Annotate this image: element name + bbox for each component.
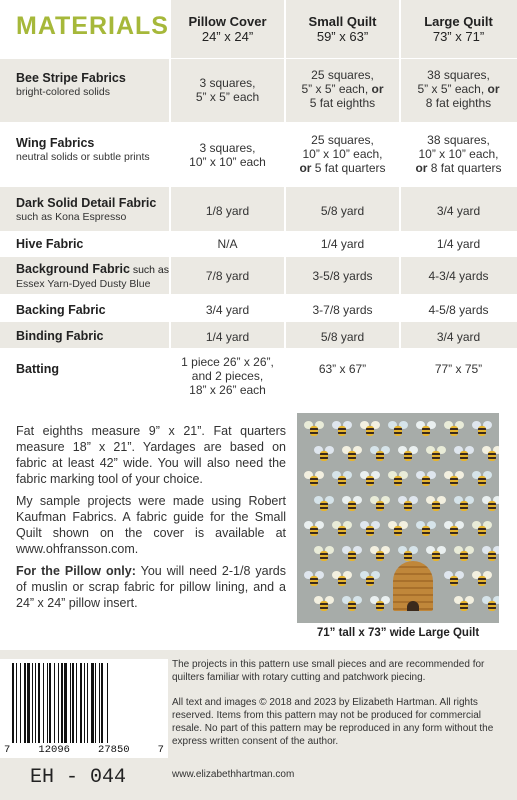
barcode-bar [72, 663, 74, 743]
hive-door [407, 601, 419, 611]
barcode-bar [91, 663, 94, 743]
bee-block [317, 600, 331, 610]
barcode-bar [61, 663, 63, 743]
bee-block [307, 525, 321, 535]
bee-block [429, 550, 443, 560]
bee-block [429, 450, 443, 460]
beehive-block [393, 561, 433, 611]
table-row-label: Binding Fabric [16, 329, 104, 343]
bee-block [373, 600, 387, 610]
barcode-bar [70, 663, 71, 743]
bee-block [447, 575, 461, 585]
footer-website[interactable]: www.elizabethhartman.com [172, 769, 295, 780]
bee-block [307, 475, 321, 485]
bee-block [485, 500, 499, 510]
fat-quarter-note: Fat eighths measure 9” x 21”. Fat quarters measure 18” x 21”. Yardages are based on fabric at least 42” wide. You will also need the fabric marking tool of your choice. [16, 424, 286, 486]
bee-block [391, 425, 405, 435]
bee-block [317, 450, 331, 460]
bee-block [429, 500, 443, 510]
column-header-small [285, 0, 400, 58]
bee-block [401, 550, 415, 560]
quilt-caption: 71” tall x 73” wide Large Quilt [316, 627, 480, 639]
bee-block [447, 425, 461, 435]
column-header-pillow [170, 0, 285, 58]
table-cell: 3/4 yard [436, 330, 481, 344]
bee-block [419, 475, 433, 485]
bee-block [485, 600, 499, 610]
bee-block [475, 425, 489, 435]
pillow-note: For the Pillow only: You will need 2-1/8 yards of muslin or scrap fabric for pillow lining, and a 24” x 24” pillow insert. [16, 564, 286, 610]
table-row-label: Batting [16, 362, 60, 376]
barcode-bar [84, 663, 85, 743]
table-cell: 25 squares, 10” x 10” each, or 5 fat quarters [299, 133, 386, 175]
barcode-bar [16, 663, 17, 743]
barcode-bar [80, 663, 82, 743]
table-cell: 25 squares, 5” x 5” each, or 5 fat eighths [301, 68, 384, 110]
bee-block [317, 500, 331, 510]
table-row-label: Bee Stripe Fabrics bright-colored solids [16, 71, 126, 98]
barcode-bar [12, 663, 14, 743]
table-cell: 63” x 67” [318, 362, 367, 376]
footer-copyright: All text and images © 2018 and 2023 by Elizabeth Hartman. All rights reserved. Items from this pattern may not be produced for commercial resale. No part of this pattern may be reproduced in any form without the express written consent of the author. [172, 697, 494, 747]
table-cell: 5/8 yard [320, 330, 365, 344]
cell-text: 5” x 5” each, [417, 82, 488, 96]
table-cell: 3/4 yard [205, 303, 250, 317]
barcode-bar [35, 663, 36, 743]
bee-block [345, 550, 359, 560]
bee-block [457, 600, 471, 610]
barcode-bar [32, 663, 33, 743]
bee-block [485, 550, 499, 560]
table-cell: 4-5/8 yards [428, 303, 489, 317]
barcode-bar [54, 663, 55, 743]
table-row-label: Wing Fabrics neutral solids or subtle prints [16, 136, 150, 163]
bee-block [419, 425, 433, 435]
bee-block [307, 425, 321, 435]
barcode-digits: 7 12096 27850 7 [4, 744, 164, 756]
barcode [0, 659, 168, 758]
bee-block [419, 525, 433, 535]
column-header-large [400, 0, 517, 58]
bee-block [317, 550, 331, 560]
barcode-bar [58, 663, 59, 743]
column-size: 59” x 63” [316, 29, 369, 44]
bee-block [475, 475, 489, 485]
bee-block [447, 475, 461, 485]
table-cell: 77” x 75” [434, 362, 483, 376]
fabric-guide-note: My sample projects were made using Robert Kaufman Fabrics. A fabric guide for the Small Quilt shown on the cover is available at www.ohfransson.com. [16, 494, 286, 556]
table-cell: 1/4 yard [436, 237, 481, 251]
barcode-bar [49, 663, 51, 743]
table-cell: 3 squares, 10” x 10” each [189, 141, 266, 169]
table-cell: 1/8 yard [205, 204, 250, 218]
column-size: 73” x 71” [432, 29, 485, 44]
bee-block [401, 500, 415, 510]
bee-block [457, 450, 471, 460]
bee-block [391, 475, 405, 485]
bee-block [335, 475, 349, 485]
bee-block [363, 575, 377, 585]
barcode-bar [107, 663, 108, 743]
bee-block [335, 575, 349, 585]
barcode-bar [64, 663, 67, 743]
bee-block [363, 475, 377, 485]
bee-block [391, 525, 405, 535]
bee-block [447, 525, 461, 535]
column-size: 24” x 24” [201, 29, 254, 44]
footer-skill-note: The projects in this pattern use small pieces and are recommended for quilters familiar with rotary cutting and patchwork piecing. [172, 659, 485, 683]
table-cell: 3-7/8 yards [312, 303, 373, 317]
cell-text: 8 fat quarters [427, 161, 502, 175]
bee-block [345, 450, 359, 460]
cell-text: 5 fat quarters [311, 161, 386, 175]
bee-block [363, 425, 377, 435]
bee-block [475, 575, 489, 585]
bee-block [373, 500, 387, 510]
table-row-label: Dark Solid Detail Fabric such as Kona Espresso [16, 196, 157, 223]
barcode-bar [20, 663, 21, 743]
bee-block [345, 500, 359, 510]
barcode-bar [47, 663, 48, 743]
bee-block [373, 550, 387, 560]
table-cell: 1/4 yard [205, 330, 250, 344]
table-cell: 3 squares, 5” x 5” each [195, 76, 260, 104]
table-cell: 3-5/8 yards [312, 269, 373, 283]
table-row-label: Background Fabric such as Essex Yarn-Dyed Dusty Blue [16, 262, 170, 290]
bee-block [335, 525, 349, 535]
table-cell: N/A [217, 237, 238, 251]
table-cell: 1 piece 26” x 26”, and 2 pieces, 18” x 26” each [181, 355, 274, 397]
bee-block [373, 450, 387, 460]
bee-block [345, 600, 359, 610]
column-name: Large Quilt [424, 14, 493, 29]
product-sku: EH - 044 [30, 766, 127, 789]
large-quilt-image [297, 413, 499, 623]
materials-title: MATERIALS [16, 12, 169, 40]
bee-block [457, 550, 471, 560]
barcode-bar [27, 663, 30, 743]
bee-block [485, 450, 499, 460]
table-cell: 38 squares, 5” x 5” each, or 8 fat eighths [417, 68, 500, 110]
bee-block [475, 525, 489, 535]
table-row-label: Hive Fabric [16, 237, 84, 251]
table-cell: 5/8 yard [320, 204, 365, 218]
barcode-bar [76, 663, 77, 743]
bee-block [335, 425, 349, 435]
table-cell: 7/8 yard [205, 269, 250, 283]
barcode-bar [95, 663, 96, 743]
barcode-bar [24, 663, 26, 743]
barcode-bar [38, 663, 40, 743]
barcode-bar [87, 663, 88, 743]
table-cell: 38 squares, 10” x 10” each, or 8 fat quarters [415, 133, 502, 175]
bee-block [401, 450, 415, 460]
barcode-bars [12, 663, 158, 743]
barcode-bar [99, 663, 100, 743]
column-name: Small Quilt [308, 14, 377, 29]
table-row-label: Backing Fabric [16, 303, 106, 317]
barcode-bar [101, 663, 103, 743]
materials-notes [16, 423, 286, 617]
table-cell: 4-3/4 yards [428, 269, 489, 283]
column-name: Pillow Cover [188, 14, 267, 29]
cell-text: 5” x 5” each, [301, 82, 372, 96]
bee-block [307, 575, 321, 585]
table-cell: 3/4 yard [436, 204, 481, 218]
barcode-bar [43, 663, 44, 743]
bee-block [457, 500, 471, 510]
table-cell: 1/4 yard [320, 237, 365, 251]
bee-block [363, 525, 377, 535]
